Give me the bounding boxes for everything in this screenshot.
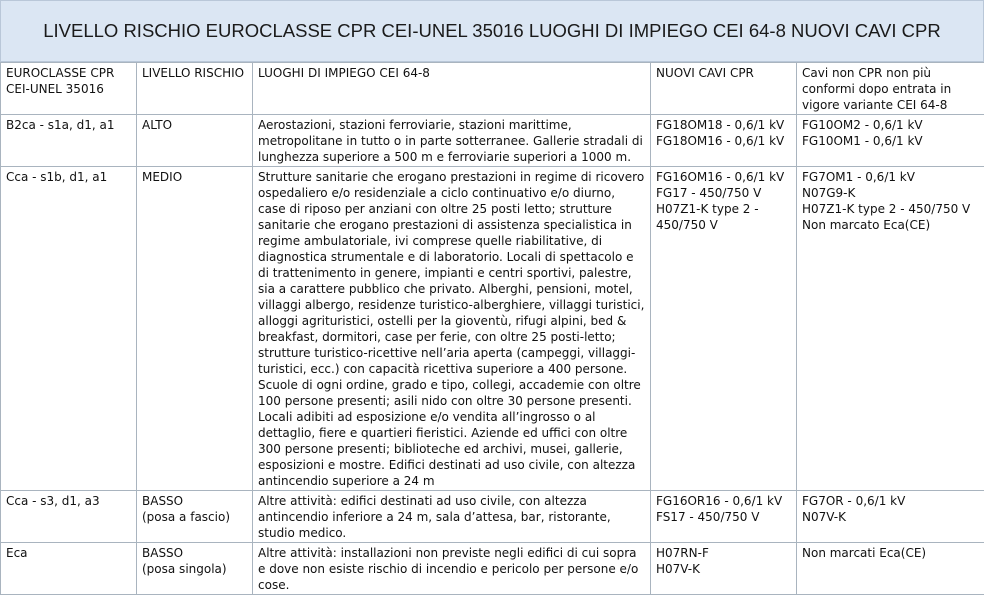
cell-luoghi: Altre attività: installazioni non previste negli edifici di cui sopra e dove non esiste rischio di incendio e pericolo per persone e/o cose. bbox=[253, 543, 651, 595]
cable-item: Non marcati Eca(CE) bbox=[802, 545, 979, 561]
table-row bbox=[1, 543, 984, 595]
cpr-table bbox=[0, 62, 984, 595]
cell-luoghi: Altre attività: edifici destinati ad uso civile, con altezza antincendio inferiore a 24 m, sala d’attesa, bar, ristorante, studio medico. bbox=[253, 491, 651, 543]
cable-item: FG17 - 450/750 V bbox=[656, 185, 791, 201]
cable-item: FG16OM16 - 0,6/1 kV bbox=[656, 169, 791, 185]
cell-euroclasse: Eca bbox=[1, 543, 137, 595]
livello-line: ALTO bbox=[142, 117, 247, 133]
livello-line: MEDIO bbox=[142, 169, 247, 185]
cell-nuovi-cavi bbox=[651, 167, 797, 491]
cell-euroclasse: B2ca - s1a, d1, a1 bbox=[1, 115, 137, 167]
header-nuovi-cavi: NUOVI CAVI CPR bbox=[651, 63, 797, 115]
cell-euroclasse: Cca - s1b, d1, a1 bbox=[1, 167, 137, 491]
cell-cavi-non-cpr bbox=[797, 543, 984, 595]
cell-nuovi-cavi bbox=[651, 543, 797, 595]
cell-livello bbox=[137, 167, 253, 491]
header-luoghi: LUOGHI DI IMPIEGO CEI 64-8 bbox=[253, 63, 651, 115]
cable-item: FG18OM18 - 0,6/1 kV bbox=[656, 117, 791, 133]
cell-nuovi-cavi bbox=[651, 115, 797, 167]
cable-item: N07V-K bbox=[802, 509, 979, 525]
cable-item: H07RN-F bbox=[656, 545, 791, 561]
cable-item: FS17 - 450/750 V bbox=[656, 509, 791, 525]
cell-nuovi-cavi bbox=[651, 491, 797, 543]
livello-note: (posa singola) bbox=[142, 561, 247, 577]
livello-line: BASSO bbox=[142, 545, 247, 561]
header-row bbox=[1, 63, 984, 115]
cell-livello bbox=[137, 491, 253, 543]
cable-item: N07G9-K bbox=[802, 185, 979, 201]
header-cavi-non-cpr: Cavi non CPR non più conformi dopo entrata in vigore variante CEI 64-8 bbox=[797, 63, 984, 115]
cell-luoghi: Strutture sanitarie che erogano prestazioni in regime di ricovero ospedaliero e/o residenziale a ciclo continuativo e/o diurno, case di riposo per anziani con oltre 25 posti letto; strutture sanitarie che erogano prestazioni di assistenza specialistica in regime ambulatoriale, ivi comprese quelle riabilitative, di diagnostica strumentale e di laboratorio. Locali di spettacolo e di trattenimento in genere, impianti e centri sportivi, palestre, sia a carattere pubblico che privato. Alberghi, pensioni, motel, villaggi albergo, residenze turistico-alberghiere, villaggi turistici, alloggi agrituristici, ostelli per la gioventù, rifugi alpini, bed & breakfast, dormitori, case per ferie, con oltre 25 posti-letto; strutture turistico-ricettive nell’aria aperta (campeggi, villaggi-turistici, ecc.) con capacità ricettiva superiore a 400 persone. Scuole di ogni ordine, grado e tipo, collegi, accademie con oltre 100 persone presenti; asili nido con oltre 30 persone presenti. Locali adibiti ad esposizione e/o vendita all’ingrosso o al dettaglio, fiere e quartieri fieristici. Aziende ed uffici con oltre 300 persone presenti; biblioteche ed archivi, musei, gallerie, esposizioni e mostre. Edifici destinati ad uso civile, con altezza antincendio superiore a 24 m bbox=[253, 167, 651, 491]
cable-item: FG10OM2 - 0,6/1 kV bbox=[802, 117, 979, 133]
cable-item: FG7OM1 - 0,6/1 kV bbox=[802, 169, 979, 185]
header-euroclasse: EUROCLASSE CPR CEI-UNEL 35016 bbox=[1, 63, 137, 115]
cable-item: FG16OR16 - 0,6/1 kV bbox=[656, 493, 791, 509]
livello-line: BASSO bbox=[142, 493, 247, 509]
cable-item: H07Z1-K type 2 - 450/750 V bbox=[656, 201, 791, 233]
cable-item: FG7OR - 0,6/1 kV bbox=[802, 493, 979, 509]
cable-item: H07Z1-K type 2 - 450/750 V bbox=[802, 201, 979, 217]
table-title: LIVELLO RISCHIO EUROCLASSE CPR CEI-UNEL 35016 LUOGHI DI IMPIEGO CEI 64-8 NUOVI CAVI CPR bbox=[0, 0, 984, 62]
cell-cavi-non-cpr bbox=[797, 167, 984, 491]
cell-livello bbox=[137, 543, 253, 595]
table-row bbox=[1, 115, 984, 167]
cell-cavi-non-cpr bbox=[797, 115, 984, 167]
header-livello: LIVELLO RISCHIO bbox=[137, 63, 253, 115]
cable-item: Non marcato Eca(CE) bbox=[802, 217, 979, 233]
cell-luoghi: Aerostazioni, stazioni ferroviarie, stazioni marittime, metropolitane in tutto o in parte sotterranee. Gallerie stradali di lunghezza superiore a 500 m e ferroviarie superiori a 1000 m. bbox=[253, 115, 651, 167]
cable-item: FG18OM16 - 0,6/1 kV bbox=[656, 133, 791, 149]
cell-cavi-non-cpr bbox=[797, 491, 984, 543]
table-row bbox=[1, 167, 984, 491]
cable-item: FG10OM1 - 0,6/1 kV bbox=[802, 133, 979, 149]
cell-livello bbox=[137, 115, 253, 167]
table-row bbox=[1, 491, 984, 543]
livello-note: (posa a fascio) bbox=[142, 509, 247, 525]
cell-euroclasse: Cca - s3, d1, a3 bbox=[1, 491, 137, 543]
cable-item: H07V-K bbox=[656, 561, 791, 577]
